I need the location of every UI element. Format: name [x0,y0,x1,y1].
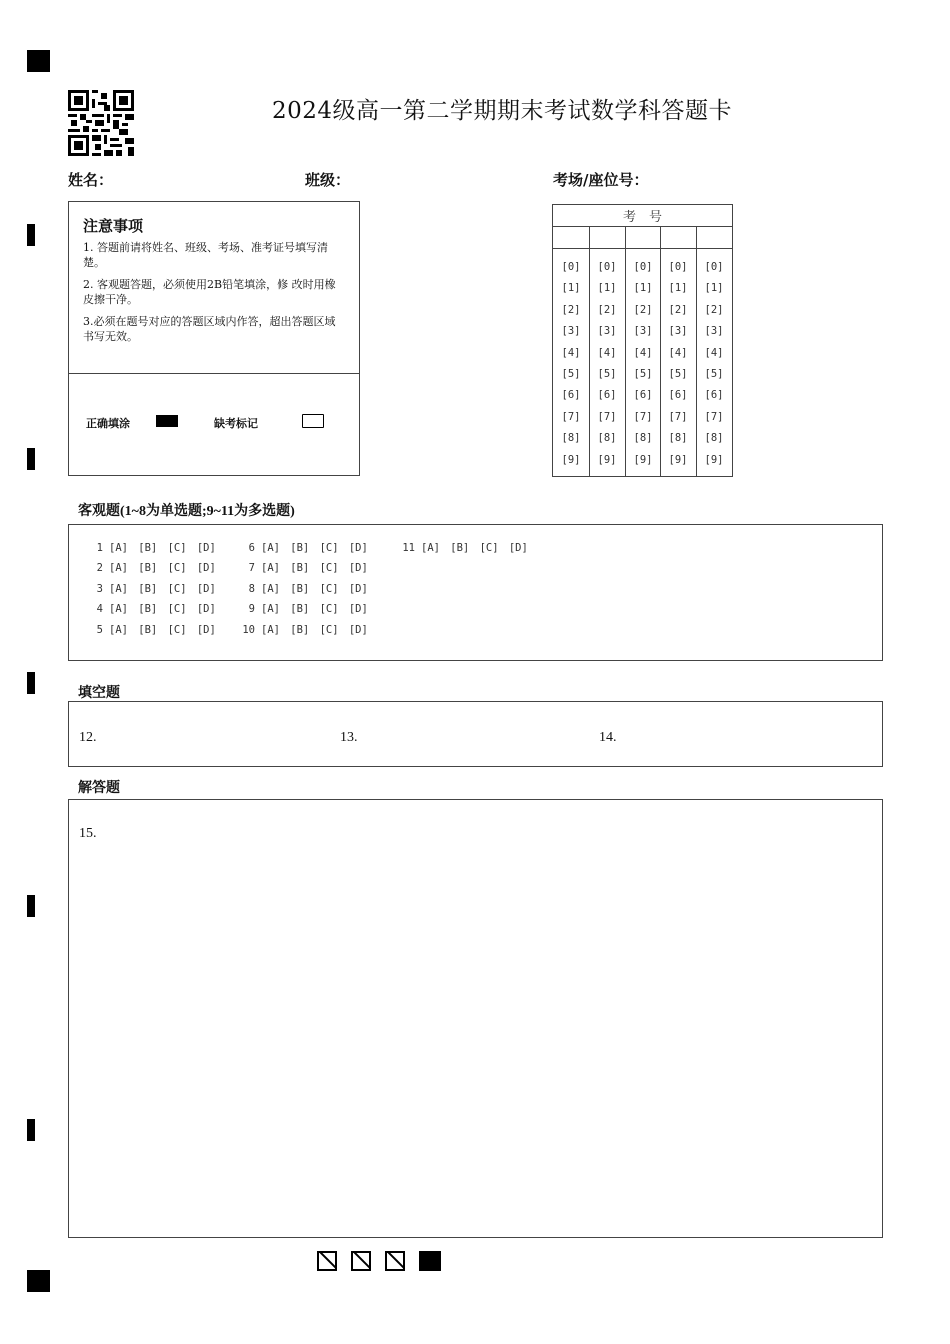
corner-mark-bottom-left [27,1270,50,1292]
exam-id-bubble[interactable]: [6] [561,389,581,402]
absent-mark-checkbox[interactable] [302,414,324,428]
objective-box [68,524,883,661]
question-number: 1 [96,542,103,554]
correct-fill-sample [156,415,178,427]
exam-id-header-line [553,226,732,227]
exam-id-bubble[interactable]: [9] [561,453,581,466]
exam-id-bubble[interactable]: [4] [561,346,581,359]
objective-question [239,562,368,574]
exam-id-bubble[interactable]: [8] [597,432,617,445]
answer-options[interactable]: [A] [B] [C] [D] [261,623,368,636]
question-number: 6 [248,542,255,554]
answer-heading: 解答题 [78,781,120,796]
exam-id-bubble[interactable]: [6] [704,389,724,402]
exam-id-bubble[interactable]: [2] [633,303,653,316]
exam-id-bubble[interactable]: [5] [704,367,724,380]
objective-question [239,542,368,554]
objective-question [239,624,368,636]
exam-id-bubble[interactable]: [0] [597,261,617,273]
objective-question [239,603,368,615]
exam-id-bubble[interactable]: [6] [633,389,653,402]
exam-id-bubble[interactable]: [5] [633,367,653,380]
question-number: 3 [96,582,103,595]
exam-id-bubble[interactable]: [6] [597,389,617,402]
question-number: 11 [402,542,415,554]
exam-id-bubble[interactable]: [2] [597,303,617,316]
notice-divider [69,373,359,374]
blank-question-13[interactable]: 13. [340,730,358,745]
class-label: 班级： [305,171,351,189]
exam-id-column [660,257,696,471]
blank-question-12[interactable]: 12. [79,730,97,745]
exam-id-bubble[interactable]: [9] [633,453,653,466]
page-title: 2024级高一第二学期期末考试数学科答题卡 [272,98,733,124]
exam-id-bubble[interactable]: [4] [668,346,688,359]
exam-id-bubble[interactable]: [0] [561,261,581,273]
exam-id-bubble[interactable]: [3] [597,325,617,338]
exam-id-bubble[interactable]: [5] [561,367,581,380]
absent-mark-label: 缺考标记 [214,417,258,430]
exam-id-header: 考 号 [622,210,662,225]
exam-id-bubble[interactable]: [4] [597,346,617,359]
corner-mark-top-left [27,50,50,72]
question-number: 7 [248,562,255,575]
qr-code [68,90,134,156]
exam-id-bubble[interactable]: [8] [561,432,581,445]
exam-id-bubble[interactable]: [2] [668,303,688,316]
exam-id-column [553,257,589,471]
page-mark-slash [351,1251,371,1271]
question-number: 5 [96,623,103,636]
page-mark-slash [385,1251,405,1271]
exam-id-bubble[interactable]: [7] [704,410,724,423]
exam-id-grid [552,204,733,477]
question-number: 10 [242,623,255,636]
exam-id-bubble[interactable]: [8] [668,432,688,445]
fill-blank-box [68,701,883,767]
notice-item: 2. 客观题答题，必须使用2B铅笔填涂，修 改时用橡皮擦干净。 [83,278,336,306]
objective-question [87,562,216,574]
exam-id-bubble[interactable]: [8] [704,432,724,445]
answer-box-15[interactable] [68,799,883,1238]
exam-id-bubble[interactable]: [7] [597,410,617,423]
name-label: 姓名： [68,171,114,189]
question-number: 4 [96,603,103,616]
objective-question [239,583,368,595]
correct-fill-label: 正确填涂 [86,417,130,430]
exam-id-bubble[interactable]: [6] [668,389,688,402]
question-number: 2 [96,562,103,575]
notice-heading: 注意事项 [83,217,144,235]
exam-id-bubble[interactable]: [7] [633,410,653,423]
exam-id-bubble[interactable]: [3] [668,325,688,338]
exam-id-bubble[interactable]: [9] [668,453,688,466]
objective-questions [69,525,882,660]
objective-heading: 客观题(1~8为单选题;9~11为多选题) [78,504,295,519]
answer-options[interactable]: [A] [B] [C] [D] [109,623,216,636]
exam-id-bubble[interactable]: [0] [704,261,724,273]
exam-id-entry-line [553,248,732,249]
exam-id-bubble[interactable]: [3] [633,325,653,338]
question-number: 9 [248,603,255,616]
exam-id-bubble[interactable]: [9] [597,453,617,466]
exam-id-bubble[interactable]: [1] [704,282,724,295]
timing-mark [27,895,35,917]
objective-question [87,624,216,636]
objective-question [87,583,216,595]
exam-id-bubble[interactable]: [1] [668,282,688,295]
exam-id-bubble[interactable]: [2] [704,303,724,316]
exam-id-column [625,257,661,471]
exam-id-bubble[interactable]: [0] [633,261,653,273]
answer-options[interactable]: [A] [B] [C] [D] [261,603,368,616]
answer-options[interactable]: [A] [B] [C] [D] [261,542,368,554]
exam-id-bubble[interactable]: [9] [704,453,724,466]
exam-id-column [696,257,732,471]
page-mark-slash [317,1251,337,1271]
blank-question-14[interactable]: 14. [599,730,617,745]
exam-id-bubble[interactable]: [3] [704,325,724,338]
exam-id-bubble[interactable]: [4] [704,346,724,359]
page-mark-filled [419,1251,441,1271]
answer-options[interactable]: [A] [B] [C] [D] [109,542,216,554]
exam-id-bubble[interactable]: [5] [597,367,617,380]
timing-mark [27,672,35,694]
objective-question [87,542,216,554]
answer-options[interactable]: [A] [B] [C] [D] [109,582,216,595]
exam-id-bubble[interactable]: [2] [561,303,581,316]
answer-options[interactable]: [A] [B] [C] [D] [421,542,528,554]
answer-question-15: 15. [79,826,97,841]
exam-id-bubble[interactable]: [5] [668,367,688,380]
answer-options[interactable]: [A] [B] [C] [D] [109,603,216,616]
notice-box [68,201,360,476]
exam-id-bubble[interactable]: [1] [633,282,653,295]
notice-item: 3.必须在题号对应的答题区域内作答，超出答题区域书写无效。 [83,315,336,343]
exam-id-bubble[interactable]: [8] [633,432,653,445]
timing-mark [27,224,35,246]
exam-id-bubble[interactable]: [7] [668,410,688,423]
exam-id-bubble[interactable]: [1] [597,282,617,295]
exam-id-bubble[interactable]: [1] [561,282,581,295]
seat-label: 考场/座位号： [553,171,649,189]
exam-id-bubble[interactable]: [3] [561,325,581,338]
exam-id-bubble[interactable]: [7] [561,410,581,423]
exam-id-bubbles [553,257,732,473]
answer-options[interactable]: [A] [B] [C] [D] [109,562,216,575]
notice-item: 1. 答题前请将姓名、班级、考场、准考证号填写清楚。 [83,241,328,269]
fill-blank-heading: 填空题 [78,686,120,701]
exam-id-column [589,257,625,471]
timing-mark [27,448,35,470]
exam-id-bubble[interactable]: [4] [633,346,653,359]
exam-id-bubble[interactable]: [0] [668,261,688,273]
answer-options[interactable]: [A] [B] [C] [D] [261,562,368,575]
question-number: 8 [248,582,255,595]
timing-mark [27,1119,35,1141]
answer-options[interactable]: [A] [B] [C] [D] [261,582,368,595]
notice-list [83,240,345,351]
objective-question [87,603,216,615]
objective-question [399,542,528,554]
